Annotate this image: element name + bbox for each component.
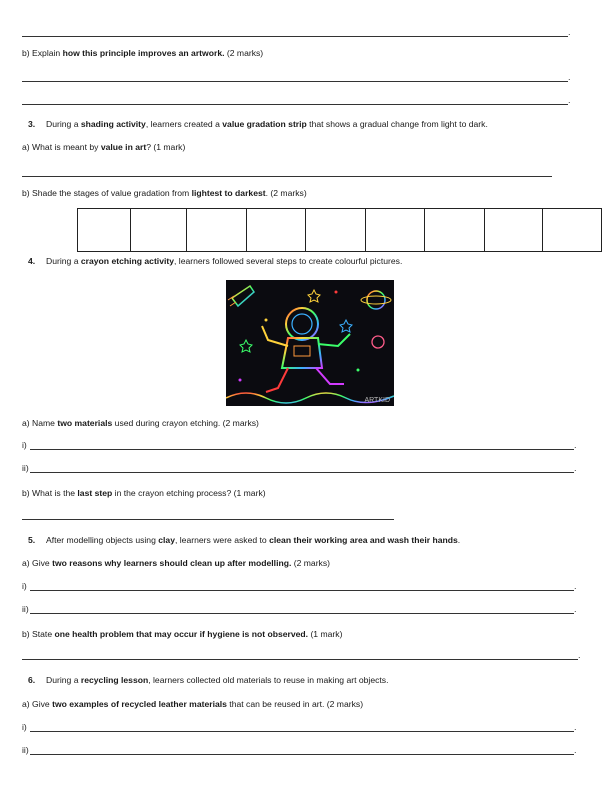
q3a-prompt: a) What is meant by value in art? (1 mark) <box>22 142 186 152</box>
answer-line[interactable] <box>30 449 574 450</box>
image-watermark: ARTKID <box>364 397 390 404</box>
answer-line[interactable] <box>30 731 574 732</box>
gradation-cell[interactable] <box>485 209 543 252</box>
line-end-dot: . <box>574 722 577 732</box>
q5-stem: 5. After modelling objects using clay, learners were asked to clean their working area and wash their hands. <box>28 535 461 545</box>
answer-line[interactable] <box>30 754 574 755</box>
q5b-prompt: b) State one health problem that may occur if hygiene is not observed. (1 mark) <box>22 629 343 639</box>
answer-line[interactable] <box>22 104 568 105</box>
answer-line[interactable] <box>30 472 574 473</box>
q4-stem: 4. During a crayon etching activity, learners followed several steps to create colourful pictures. <box>28 256 403 266</box>
q6a-prompt: a) Give two examples of recycled leather materials that can be reused in art. (2 marks) <box>22 699 364 709</box>
q3-stem: 3. During a shading activity, learners created a value gradation strip that shows a gradual change from light to dark. <box>28 119 488 129</box>
line-end-dot: . <box>568 95 571 105</box>
answer-label-i: i) <box>22 581 27 591</box>
gradation-cell[interactable] <box>425 209 485 252</box>
value-gradation-strip <box>77 208 602 252</box>
answer-label-ii: ii) <box>22 745 29 755</box>
answer-line[interactable] <box>22 81 568 82</box>
gradation-cell[interactable] <box>366 209 425 252</box>
q4b-prompt: b) What is the last step in the crayon etching process? (1 mark) <box>22 488 266 498</box>
answer-line[interactable] <box>30 590 574 591</box>
gradation-cell[interactable] <box>543 209 602 252</box>
astronaut-illustration <box>226 280 394 406</box>
line-end-dot: . <box>574 440 577 450</box>
q2b-prompt: b) Explain how this principle improves an artwork. (2 marks) <box>22 48 264 58</box>
line-end-dot: . <box>574 581 577 591</box>
gradation-cell[interactable] <box>306 209 366 252</box>
answer-label-ii: ii) <box>22 463 29 473</box>
answer-label-i: i) <box>22 722 27 732</box>
line-end-dot: . <box>574 604 577 614</box>
q6-stem: 6. During a recycling lesson, learners collected old materials to reuse in making art objects. <box>28 675 389 685</box>
answer-line[interactable] <box>22 36 568 37</box>
gradation-cell[interactable] <box>187 209 247 252</box>
q3b-prompt: b) Shade the stages of value gradation from lightest to darkest. (2 marks) <box>22 188 307 198</box>
line-end-dot: . <box>568 72 571 82</box>
line-end-dot: . <box>574 745 577 755</box>
answer-line[interactable] <box>22 176 552 177</box>
gradation-cell[interactable] <box>131 209 187 252</box>
answer-label-i: i) <box>22 440 27 450</box>
answer-line[interactable] <box>22 659 578 660</box>
line-end-dot: . <box>574 463 577 473</box>
answer-line[interactable] <box>22 519 394 520</box>
q4a-prompt: a) Name two materials used during crayon etching. (2 marks) <box>22 418 259 428</box>
answer-label-ii: ii) <box>22 604 29 614</box>
gradation-cell[interactable] <box>247 209 306 252</box>
line-end-dot: . <box>568 27 571 37</box>
answer-line[interactable] <box>30 613 574 614</box>
line-end-dot: . <box>578 650 581 660</box>
crayon-etching-image <box>226 280 394 406</box>
q5a-prompt: a) Give two reasons why learners should clean up after modelling. (2 marks) <box>22 558 331 568</box>
gradation-cell[interactable] <box>78 209 131 252</box>
